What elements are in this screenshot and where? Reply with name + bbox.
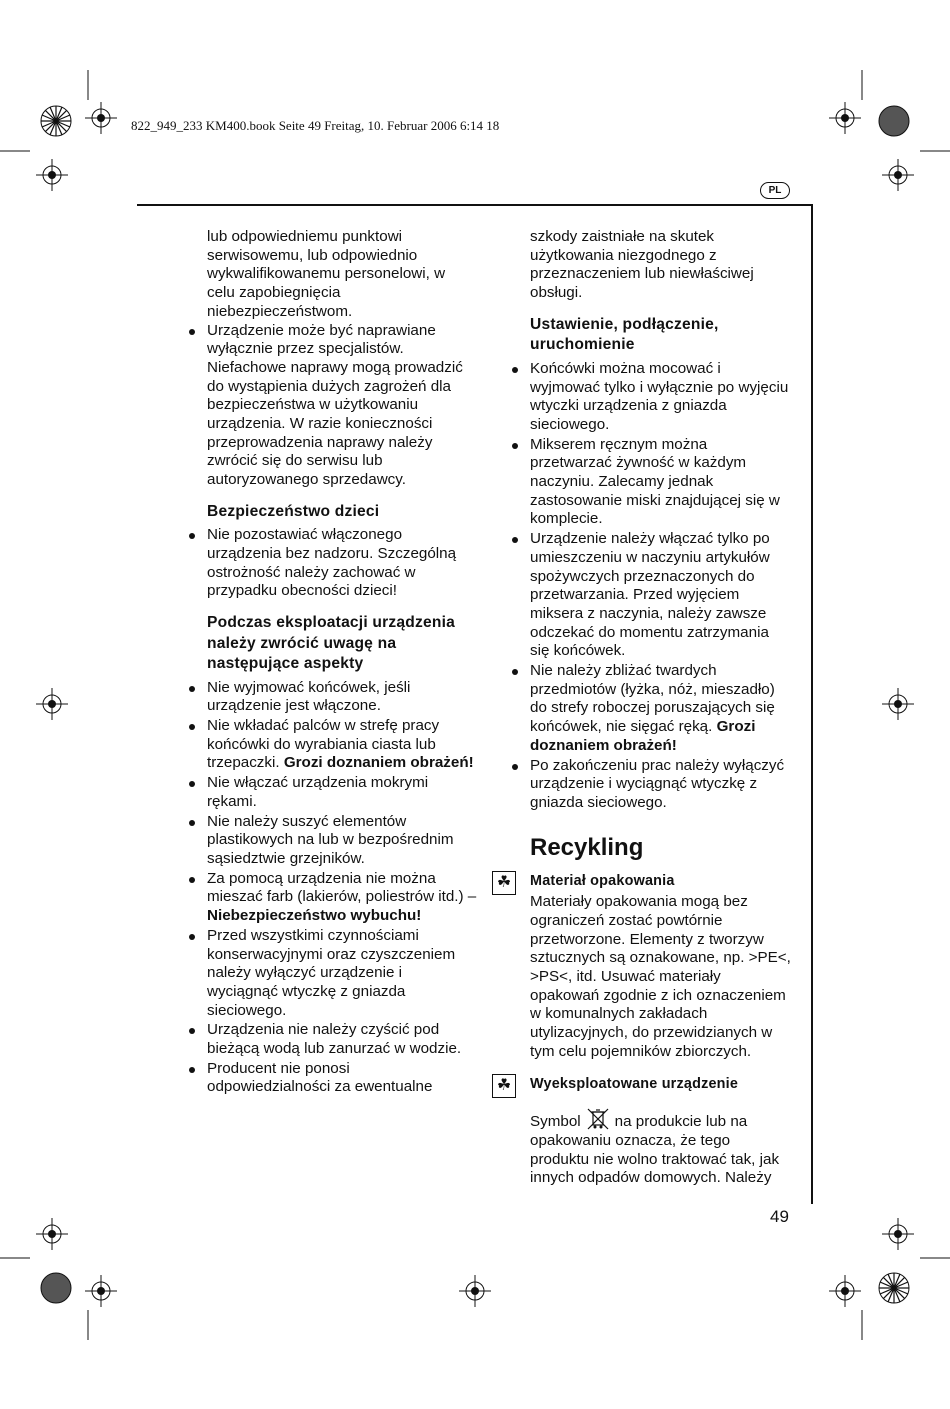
warning-text: Grozi doznaniem obrażeń! <box>530 718 756 754</box>
registration-mark-icon <box>459 1275 491 1307</box>
section-heading-children: Bezpieczeństwo dzieci <box>207 502 380 520</box>
right-column <box>496 228 792 1188</box>
registration-mark-icon <box>36 159 68 191</box>
packaging-heading: Materiał opakowania <box>530 872 675 889</box>
left-column <box>207 228 477 1098</box>
gray-circle-mark-icon <box>878 105 910 137</box>
warning-text: Grozi doznaniem obrażeń! <box>283 754 474 772</box>
registration-mark-icon <box>85 1275 117 1307</box>
warning-text: Niebezpieczeństwo wybuchu! <box>207 907 422 925</box>
crossed-bin-icon <box>585 1106 611 1132</box>
device-text <box>530 1106 792 1188</box>
operation-list <box>207 679 477 1097</box>
children-list <box>207 526 477 601</box>
registration-mark-icon <box>882 1218 914 1250</box>
packaging-text: Materiały opakowania mogą bez ograniczeń zostać powtórnie przetworzone. Elementy z tworzyw sztucznych są oznakowane, np. >PE<, >PS<, itd. Usuwać materiały opakowań zgodnie z ich oznaczeniem w komunalnych zakładach utylizacyjnych, do przewidzianych w tym celu pojemników zbiorczych. <box>530 893 791 1060</box>
registration-mark-icon <box>36 1218 68 1250</box>
list-item: Po zakończeniu prac należy wyłączyć urządzenie i wyciągnąć wtyczkę z gniazda sieciowego. <box>530 757 792 813</box>
setup-list <box>530 360 792 813</box>
list-item <box>530 662 792 756</box>
clover-recycling-icon: ☘ <box>492 871 516 895</box>
section-heading-operation: Podczas eksploatacji urządzenia należy zwrócić uwagę na następujące aspekty <box>207 614 455 673</box>
clover-recycling-icon: ☘ <box>492 1074 516 1098</box>
list-item <box>207 717 477 773</box>
starburst-mark-icon <box>878 1272 910 1304</box>
registration-mark-icon <box>882 159 914 191</box>
intro-paragraph: szkody zaistniałe na skutek użytkowania niezgodnego z przeznaczeniem lub niewłaściwej obsługi. <box>530 228 754 302</box>
registration-mark-icon <box>829 102 861 134</box>
device-text-pre: Symbol <box>530 1113 581 1131</box>
device-heading: Wyeksploatowane urządzenie <box>530 1075 739 1092</box>
list-item: Końcówki można mocować i wyjmować tylko i wyłącznie po wyjęciu wtyczki urządzenia z gniazda sieciowego. <box>530 360 792 435</box>
list-item: Nie pozostawiać włączonego urządzenia bez nadzoru. Szczególną ostrożność należy zachować w przypadku obecności dzieci! <box>207 526 477 601</box>
registration-mark-icon <box>85 102 117 134</box>
recycling-heading: Recykling <box>530 833 644 861</box>
list-item: Przed wszystkimi czynnościami konserwacyjnymi oraz czyszczeniem należy wyłączyć urządzenie i wyciągnąć wtyczkę z gniazda sieciowego. <box>207 927 477 1021</box>
list-item: Nie należy suszyć elementów plastikowych na lub w bezpośrednim sąsiedztwie grzejników. <box>207 813 477 869</box>
device-block <box>496 1074 792 1189</box>
starburst-mark-icon <box>40 105 72 137</box>
item-text: Nie wkładać palców w strefę pracy końcówki do wyrabiania ciasta lub trzepaczki. <box>207 717 440 772</box>
header-rule <box>137 204 813 206</box>
item-text: Nie należy zbliżać twardych przedmiotów (łyżka, nóż, mieszadło) do strefy roboczej poruszających się końcówek, nie sięgać ręką. <box>530 662 775 736</box>
list-item: Nie wyjmować końcówek, jeśli urządzenie jest włączone. <box>207 679 477 716</box>
list-item: Urządzenie może być naprawiane wyłącznie przez specjalistów. Niefachowe naprawy mogą prowadzić do wystąpienia dużych zagrożeń dla bezpieczeństwa w użytkowaniu urządzenia. W razie konieczności przeprowadzenia naprawy należy zwrócić się do serwisu lub autoryzowanego sprzedawcy. <box>207 322 477 490</box>
list-item: Nie włączać urządzenia mokrymi rękami. <box>207 774 477 811</box>
repair-list <box>207 322 477 490</box>
registration-mark-icon <box>829 1275 861 1307</box>
section-heading-setup: Ustawienie, podłączenie, uruchomienie <box>530 315 719 354</box>
list-item: Producent nie ponosi odpowiedzialności za ewentualne <box>207 1060 477 1097</box>
item-text: Za pomocą urządzenia nie można mieszać farb (lakierów, poliestrów itd.) – <box>207 869 477 906</box>
registration-mark-icon <box>882 688 914 720</box>
list-item: Mikserem ręcznym można przetwarzać żywność w każdym naczyniu. Zalecamy jednak zastosowanie miski znajdującej się w komplecie. <box>530 436 792 530</box>
registration-mark-icon <box>36 688 68 720</box>
intro-paragraph: lub odpowiedniemu punktowi serwisowemu, lub odpowiednio wykwalifikowanemu personelowi, w celu zapobiegnięcia niebezpieczeństwom. <box>207 228 446 320</box>
list-item <box>207 870 477 926</box>
list-item: Urządzenia nie należy czyścić pod bieżącą wodą lub zanurzać w wodzie. <box>207 1021 477 1058</box>
file-info-header: 822_949_233 KM400.book Seite 49 Freitag, 10. Februar 2006 6:14 18 <box>131 118 500 133</box>
page-number: 49 <box>770 1207 789 1226</box>
language-badge: PL <box>760 182 790 199</box>
packaging-block <box>496 871 792 1062</box>
gray-circle-mark-icon <box>40 1272 72 1304</box>
device-text-post: na produkcie lub na opakowaniu oznacza, że tego produktu nie wolno traktować tak, jak innych odpadów domowych. Należy <box>530 1113 780 1187</box>
right-rule <box>811 204 813 1204</box>
list-item: Urządzenie należy włączać tylko po umieszczeniu w naczyniu artykułów spożywczych przeznaczonych do przetwarzania. Przed wyjęciem miksera z naczynia, należy zawsze odczekać do momentu zatrzymania się końcówek. <box>530 530 792 661</box>
